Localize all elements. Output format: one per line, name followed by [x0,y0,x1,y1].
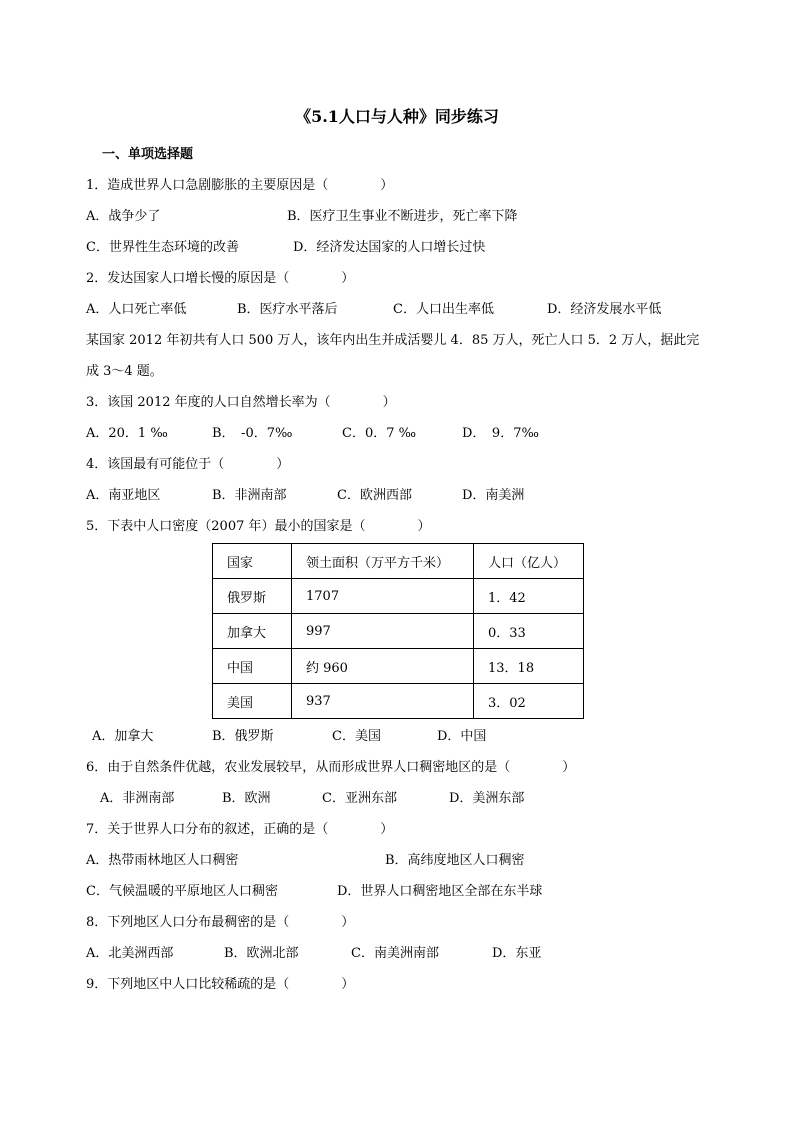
table-cell: 俄罗斯 [213,579,292,614]
question-5-option-c: C．美国 [332,729,381,744]
question-8-option-a: A．北美洲西部 [86,946,174,961]
passage-line-1: 某国家 2012 年初共有人口 500 万人，该年内出生并成活婴儿 4．85 万人，死亡人口 5．2 万人，据此完 [86,333,700,348]
table-cell: 中国 [213,649,292,684]
table-row [213,614,584,649]
population-table [212,543,584,719]
question-3-option-b: B． -0．7‰ [212,426,293,441]
question-1-option-a: A．战争少了 [86,209,161,224]
question-5-option-d: D．中国 [437,729,487,744]
question-2-option-b: B．医疗水平落后 [237,302,338,317]
question-1-stem: 1．造成世界人口急剧膨胀的主要原因是（ ） [86,178,394,193]
table-row [213,579,584,614]
table-header-cell: 国家 [213,544,292,579]
table-cell: 1．42 [474,579,584,614]
table-header-row [213,544,584,579]
table-cell: 3．02 [474,684,584,719]
question-2-option-c: C．人口出生率低 [393,302,494,317]
table-cell: 937 [292,684,474,719]
table-row [213,649,584,684]
table-cell: 约 960 [292,649,474,684]
question-6-option-c: C．亚洲东部 [322,791,397,806]
table-cell: 0．33 [474,614,584,649]
question-7-option-d: D．世界人口稠密地区全部在东半球 [337,884,543,899]
question-6-option-d: D．美洲东部 [449,791,525,806]
table-cell: 美国 [213,684,292,719]
question-1-option-c: C．世界性生态环境的改善 [86,240,239,255]
question-5-stem: 5．下表中人口密度（2007 年）最小的国家是（ ） [86,519,431,534]
table-cell: 13．18 [474,649,584,684]
question-4-option-a: A．南亚地区 [86,488,161,503]
table-row [213,684,584,719]
question-7-option-b: B．高纬度地区人口稠密 [385,853,525,868]
question-1-option-b: B．医疗卫生事业不断进步，死亡率下降 [287,209,518,224]
question-8-option-b: B．欧洲北部 [224,946,299,961]
question-2-option-a: A．人口死亡率低 [86,302,187,317]
question-1-option-d: D．经济发达国家的人口增长过快 [293,240,486,255]
question-4-option-d: D．南美洲 [462,488,525,503]
question-3-stem: 3．该国 2012 年度的人口自然增长率为（ ） [86,395,396,410]
question-6-option-b: B．欧洲 [222,791,271,806]
question-4-option-c: C．欧洲西部 [337,488,412,503]
table-cell: 997 [292,614,474,649]
question-5-option-a: A．加拿大 [92,729,154,744]
question-3-option-a: A．20．1 ‰ [86,426,168,441]
question-9-stem: 9．下列地区中人口比较稀疏的是（ ） [86,977,355,992]
question-8-option-d: D．东亚 [492,946,542,961]
table-cell: 加拿大 [213,614,292,649]
question-7-option-c: C．气候温暖的平原地区人口稠密 [86,884,278,899]
question-6-option-a: A．非洲南部 [100,791,175,806]
question-2-option-d: D．经济发展水平低 [547,302,662,317]
question-2-stem: 2．发达国家人口增长慢的原因是（ ） [86,271,355,286]
page-title: 《5.1人口与人种》同步练习 [295,107,499,126]
question-6-stem: 6．由于自然条件优越，农业发展较早，从而形成世界人口稠密地区的是（ ） [86,760,576,775]
question-5-option-b: B．俄罗斯 [212,729,274,744]
question-4-stem: 4．该国最有可能位于（ ） [86,457,290,472]
table-header-cell: 领土面积（万平方千米） [292,544,474,579]
question-4-option-b: B．非洲南部 [212,488,287,503]
question-3-option-d: D． 9．7‰ [462,426,539,441]
question-7-stem: 7．关于世界人口分布的叙述，正确的是（ ） [86,822,394,837]
question-7-option-a: A．热带雨林地区人口稠密 [86,853,239,868]
table-header-cell: 人口（亿人） [474,544,584,579]
question-8-option-c: C．南美洲南部 [351,946,439,961]
table-cell: 1707 [292,579,474,614]
passage-line-2: 成 3～4 题。 [86,364,163,379]
question-3-option-c: C．0．7 ‰ [342,426,417,441]
question-8-stem: 8．下列地区人口分布最稠密的是（ ） [86,915,355,930]
section-heading: 一、单项选择题 [102,147,194,162]
